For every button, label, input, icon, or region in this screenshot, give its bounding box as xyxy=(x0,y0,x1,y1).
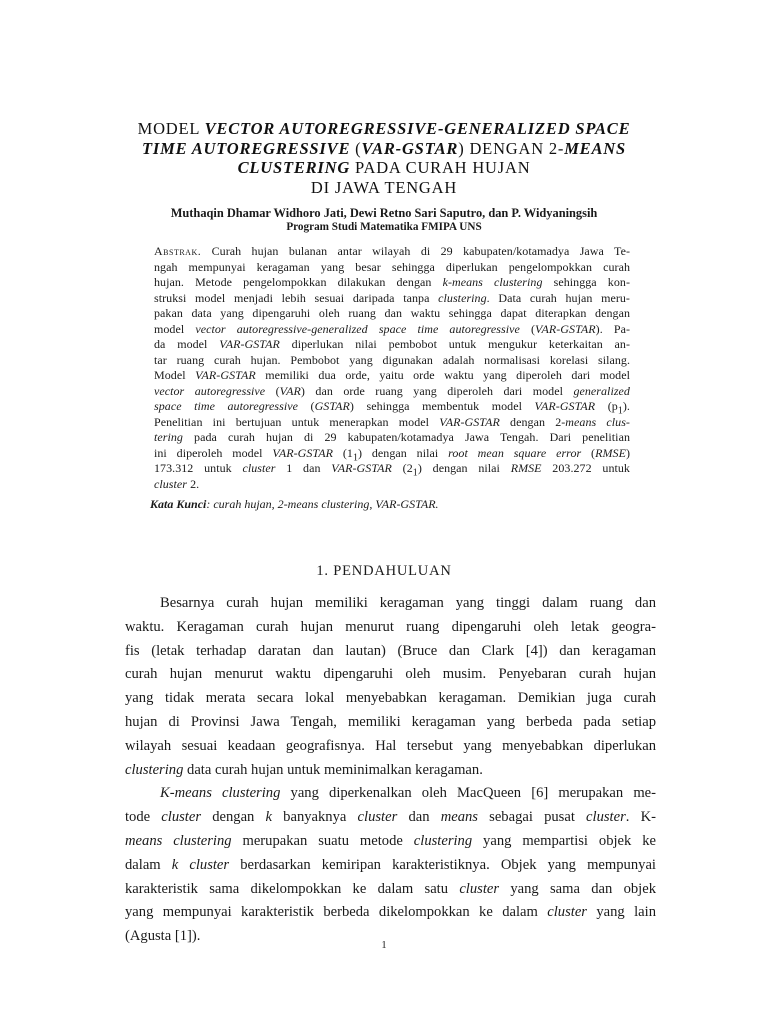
keywords-text: : curah hujan, 2-means clustering, VAR-GSTAR. xyxy=(206,497,439,511)
abstract-line: Penelitian ini bertujuan untuk menerapkan model VAR-GSTAR dengan 2-means clus- xyxy=(154,414,630,429)
title-line-1: MODEL VECTOR AUTOREGRESSIVE-GENERALIZED SPACE xyxy=(137,119,631,138)
title-line-2: TIME AUTOREGRESSIVE (VAR-GSTAR) DENGAN 2-MEANS xyxy=(142,138,626,158)
abstract-line: tar ruang curah hujan. Pembobot yang digunakan adalah normalisasi korelasi silang. xyxy=(154,352,630,367)
title-line-3: CLUSTERING PADA CURAH HUJAN xyxy=(237,158,531,177)
body-line: clustering data curah hujan untuk meminimalkan keragaman. xyxy=(125,761,483,778)
body-text xyxy=(125,592,656,949)
abstract-line: pakan data yang dipengaruhi oleh ruang dan waktu sehingga dapat diterapkan dengan xyxy=(154,306,630,320)
body-line: fis (letak terhadap daratan dan lautan) (Bruce dan Clark [4]) dan keragaman xyxy=(125,642,656,659)
abstract-line: ngah mempunyai keragaman yang besar sehingga diperlukan pengelompokkan curah xyxy=(154,259,630,274)
abstract-line: Abstrak. Curah hujan bulanan antar wilayah di 29 kabupaten/kotamadya Jawa Te- xyxy=(154,244,630,258)
abstract-line: 173.312 untuk cluster 1 dan VAR-GSTAR $(2_1)$ dengan nilai RMSE 203.272 untuk xyxy=(154,461,630,479)
body-line: Besarnya curah hujan memiliki keragaman yang tinggi dalam ruang dan xyxy=(160,595,656,611)
section-heading: 1. PENDAHULUAN xyxy=(316,563,452,579)
body-line: tode cluster dengan k banyaknya cluster dan means sebagai pusat cluster. K- xyxy=(125,809,656,826)
abstract-label: Abstrak. xyxy=(154,244,202,258)
abstract-line: vector autoregressive (VAR) dan orde ruang yang diperoleh dari model generalized xyxy=(154,383,630,398)
keywords xyxy=(150,497,630,511)
title-line-4: DI JAWA TENGAH xyxy=(310,177,458,197)
body-line: hujan di Provinsi Jawa Tengah, memiliki keragaman yang berbeda pada setiap xyxy=(125,713,656,730)
abstract-line: struksi model menjadi lebih sesuai daripada tanpa clustering. Data curah hujan meru- xyxy=(154,290,630,305)
paper-title xyxy=(100,119,668,197)
body-line: dalam k cluster berdasarkan kemiripan karakteristiknya. Objek yang mempunyai xyxy=(125,856,656,873)
body-line: wilayah sesuai keadaan geografisnya. Hal tersebut yang menyebabkan diperlukan xyxy=(125,737,656,754)
keywords-label: Kata Kunci xyxy=(150,497,207,511)
body-line: yang tidak merata secara lokal menyebabkan keragaman. Demikian juga curah xyxy=(125,690,656,707)
page-number: 1 xyxy=(381,940,387,951)
body-line: curah hujan menurut waktu dipengaruhi oleh musim. Penyebaran curah hujan xyxy=(125,666,656,683)
body-line: (Agusta [1]). xyxy=(125,928,201,945)
abstract-line: model vector autoregressive-generalized space time autoregressive (VAR-GSTAR). Pa- xyxy=(154,321,630,336)
body-line: waktu. Keragaman curah hujan menurut ruang dipengaruhi oleh letak geogra- xyxy=(125,618,656,635)
body-line: karakteristik sama dikelompokkan ke dalam satu cluster yang sama dan objek xyxy=(125,880,656,897)
body-line: yang mempunyai karakteristik berbeda dikelompokkan ke dalam cluster yang lain xyxy=(125,904,656,921)
abstract xyxy=(154,244,630,492)
body-line: means clustering merupakan suatu metode clustering yang mempartisi objek ke xyxy=(125,832,656,849)
abstract-line: space time autoregressive (GSTAR) sehingga membentuk model VAR-GSTAR $(p_1)$. xyxy=(154,399,630,417)
abstract-line: tering pada curah hujan di 29 kabupaten/kotamadya Jawa Tengah. Dari penelitian xyxy=(154,430,630,444)
abstract-line: Model VAR-GSTAR memiliki dua orde, yaitu orde waktu yang diperoleh dari model xyxy=(154,368,630,382)
abstract-line: hujan. Metode pengelompokkan dilakukan dengan k-means clustering sehingga kon- xyxy=(154,275,630,289)
author-list: Muthaqin Dhamar Widhoro Jati, Dewi Retno Sari Saputro, dan P. Widyaningsih xyxy=(170,206,598,220)
body-line: K-means clustering yang diperkenalkan oleh MacQueen [6] merupakan me- xyxy=(160,785,657,802)
abstract-line: cluster 2. xyxy=(154,476,200,491)
affiliation: Program Studi Matematika FMIPA UNS xyxy=(286,221,482,233)
abstract-line: da model VAR-GSTAR diperlukan nilai pembobot untuk mengukur keterkaitan an- xyxy=(154,337,630,351)
abstract-line: ini diperoleh model VAR-GSTAR $(1_1)$ dengan nilai root mean square error (RMSE) xyxy=(154,445,631,463)
